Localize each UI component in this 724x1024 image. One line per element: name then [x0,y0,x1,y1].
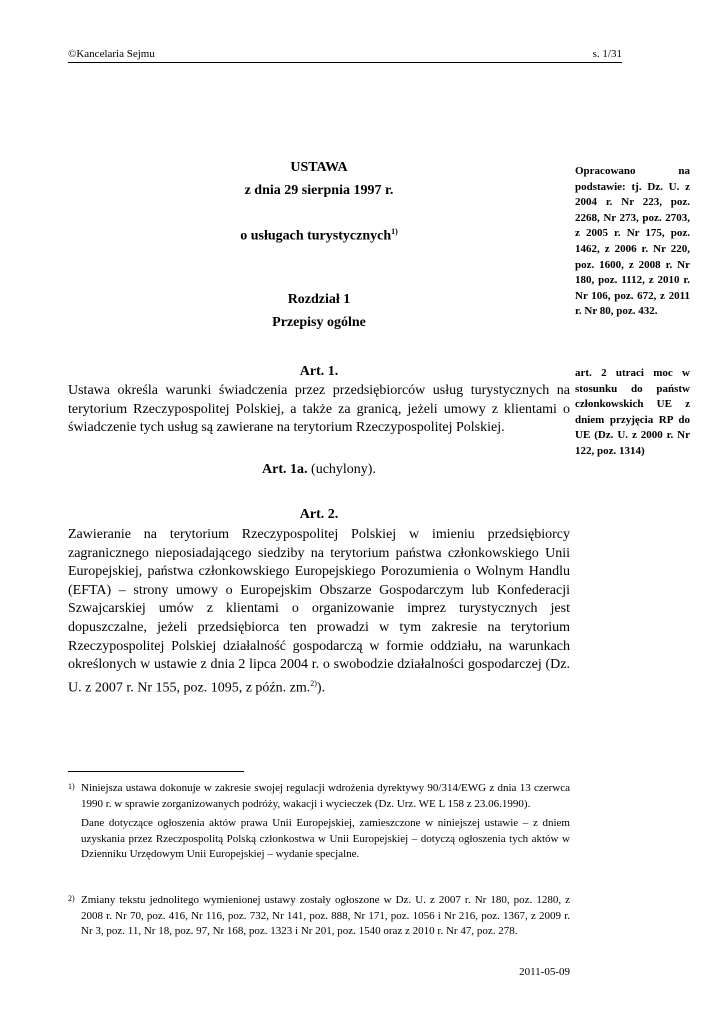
sidenote-source: Opracowano na podstawie: tj. Dz. U. z 2004 r. Nr 223, poz. 2268, Nr 273, poz. 2703, z 2005 r. Nr 175, poz. 1462, z 2006 r. Nr 220, poz. 1600, z 2008 r. Nr 180, poz. 1112, z 2010 r. Nr 106, poz. 672, z 2011 r. Nr 80, poz. 432. [575,165,690,318]
publisher-label: ©Kancelaria Sejmu [68,48,155,60]
article-1a-status: (uchylony). [311,462,376,477]
act-type: USTAWA [290,160,348,175]
article-2-text [68,526,570,698]
chapter-number: Rozdział 1 [287,292,351,307]
footnote-2-mark: 2) [68,894,75,903]
article-1a [68,462,570,478]
article-2-footnote-ref[interactable]: 2) [310,678,317,688]
footer-date: 2011-05-09 [519,966,570,978]
page-header [68,48,622,63]
page-number: s. 1/31 [592,48,622,60]
article-1-heading: Art. 1. [299,364,339,379]
article-2-body: Zawieranie na terytorium Rzeczypospolitej Polskiej w imieniu przedsiębiorcy zagranicznego nieposiadającego siedziby na terytorium państwa członkowskiego Unii Europejskiej, państwa członkowskiego Europejskiego Porozumienia o Wolnym Handlu (EFTA) – strony umowy o Europejskim Obszarze Gospodarczym lub Konfederacji Szwajcarskiej umów z klientami o organizowanie imprez turystycznych jest dopuszczalne, jeżeli przedsiębiorca ten prowadzi w tym zakresie na terytorium Rzeczypospolitej Polskiej działalność gospodarczą w formie oddziału, na warunkach określonych w ustawie z dnia 2 lipca 2004 r. o swobodzie działalności gospodarczej (Dz. U. z 2007 r. Nr 155, poz. 1095, z późn. zm. [68,527,570,696]
article-1-text: Ustawa określa warunki świadczenia przez przedsiębiorców usług turystycznych na terytorium Rzeczypospolitej Polskiej, a także za granicą, jeżeli umowy z klientami o świadczenie tych usług są zawierane na terytorium Rzeczypospolitej Polskiej. [68,383,570,436]
chapter-name: Przepisy ogólne [272,315,366,330]
footnote-1-paragraph-2: Dane dotyczące ogłoszenia aktów prawa Unii Europejskiej, zamieszczone w niniejszej ustawie – z dniem uzyskania przez Rzeczpospolitą Polską członkostwa w Unii Europejskiej – dotyczą ogłoszenia tych aktów w Dzienniku Urzędowym Unii Europejskiej – wydanie specjalne. [81,817,570,861]
footnote-1-mark: 1) [68,782,75,791]
act-subject-text: o usługach turystycznych [240,228,392,244]
article-1a-heading: Art. 1a. [262,462,308,477]
footnote-separator [68,771,244,772]
sidenote-article-2: art. 2 utraci moc w stosunku do państw członkowskich UE z dniem przyjęcia RP do UE (Dz. U. z 2000 r. Nr 122, poz. 1314) [575,367,690,457]
footnote-2 [68,893,570,940]
footnote-1-paragraph-1: Niniejsza ustawa dokonuje w zakresie swojej regulacji wdrożenia dyrektywy 90/314/EWG z dnia 13 czerwca 1990 r. w sprawie zorganizowanych podróży, wakacji i wycieczek (Dz. Urz. WE L 158 z 23.06.1990). [81,782,570,810]
article-2-heading: Art. 2. [299,507,339,522]
footnote-1 [68,781,570,863]
act-subject-footnote-ref[interactable]: 1) [391,227,398,236]
act-subject [68,227,570,245]
act-date: z dnia 29 sierpnia 1997 r. [244,183,394,198]
footnote-2-paragraph-1: Zmiany tekstu jednolitego wymienionej ustawy zostały ogłoszone w Dz. U. z 2007 r. Nr 180, poz. 1280, z 2008 r. Nr 70, poz. 416, Nr 116, poz. 732, Nr 141, poz. 888, Nr 171, poz. 1056 i Nr 216, poz. 1367, z 2009 r. Nr 3, poz. 11, Nr 18, poz. 97, Nr 168, poz. 1323 i Nr 201, poz. 1540 oraz z 2010 r. Nr 47, poz. 278. [81,894,570,938]
article-2-tail: ). [316,680,326,696]
